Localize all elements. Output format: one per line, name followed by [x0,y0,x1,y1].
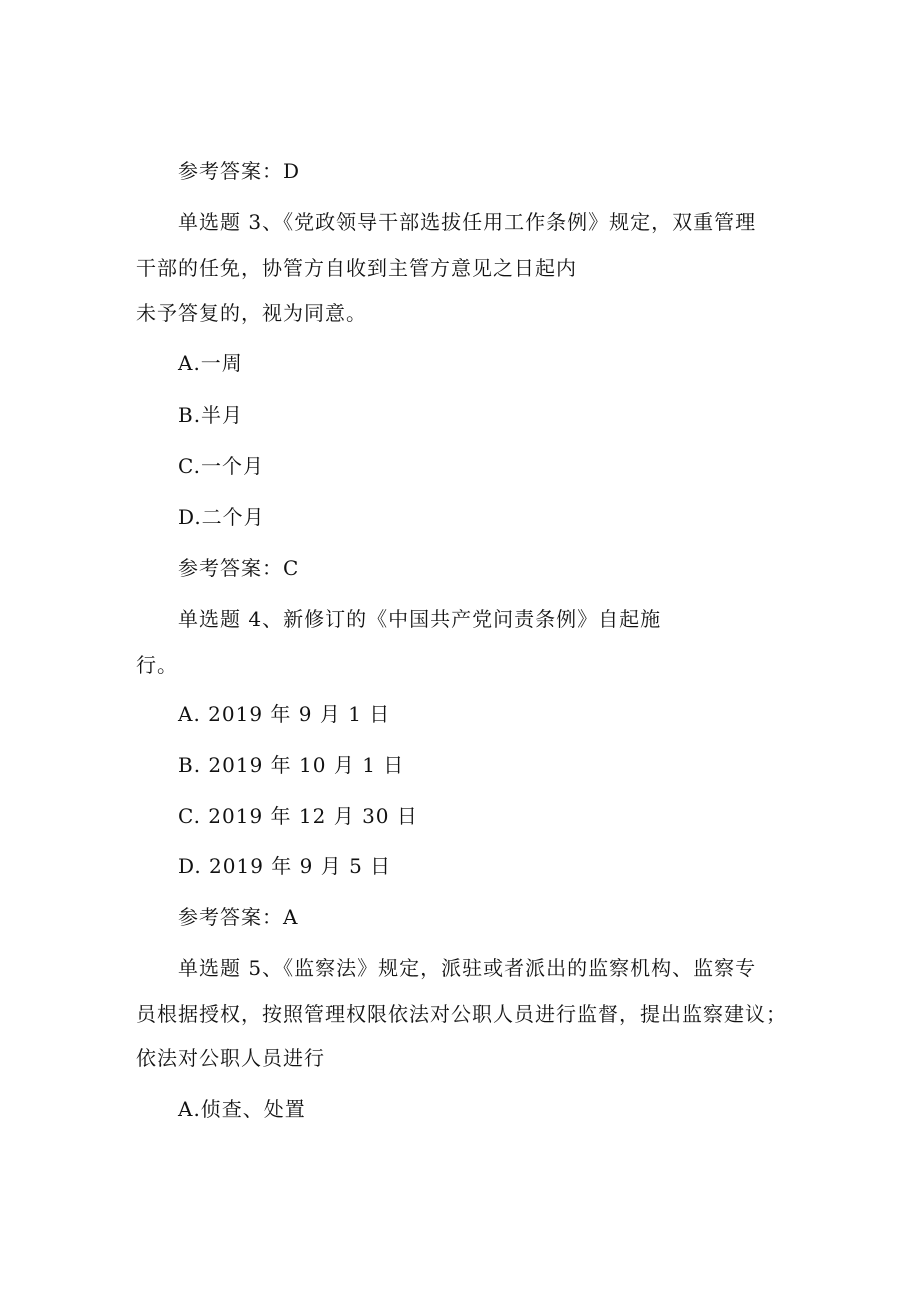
question-3-text-cont: 干部的任免，协管方自收到主管方意见之日起内 [136,256,577,280]
option-a: A. 2019 年 9 月 1 日 [178,702,391,726]
answer-line: 参考答案：A [178,905,299,929]
option-b: B. 2019 年 10 月 1 日 [178,753,405,777]
option-d: D.二个月 [178,505,265,529]
option-a: A.侦查、处置 [178,1097,306,1121]
answer-line: 参考答案：D [178,159,301,183]
option-d: D. 2019 年 9 月 5 日 [178,854,392,878]
question-5-text-cont: 依法对公职人员进行 [136,1046,325,1070]
question-5-text-cont: 员根据授权，按照管理权限依法对公职人员进行监督，提出监察建议； [136,1002,787,1026]
option-b: B.半月 [178,403,244,427]
option-c: C. 2019 年 12 月 30 日 [178,804,418,828]
question-4-text-cont: 行。 [136,653,178,677]
question-3-text: 单选题 3、《党政领导干部选拔任用工作条例》规定，双重管理 [178,210,757,234]
question-5-text: 单选题 5、《监察法》规定，派驻或者派出的监察机构、监察专 [178,956,757,980]
answer-line: 参考答案：C [178,556,300,580]
option-a: A.一周 [178,351,243,375]
question-4-text: 单选题 4、新修订的《中国共产党问责条例》自起施 [178,607,662,631]
question-3-text-cont: 未予答复的，视为同意。 [136,301,367,325]
option-c: C.一个月 [178,454,264,478]
